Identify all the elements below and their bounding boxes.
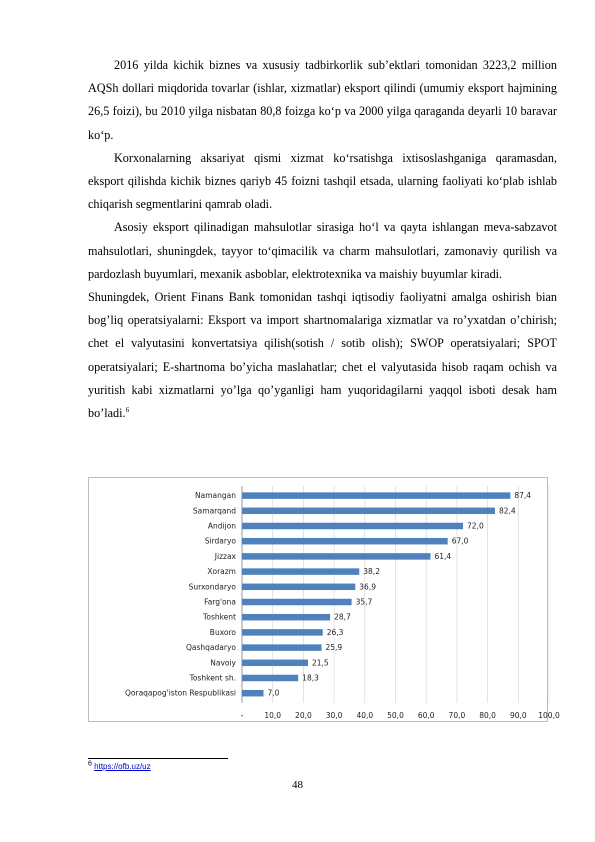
data-label: 38,2 xyxy=(363,567,380,577)
data-label: 26,3 xyxy=(326,627,344,637)
data-label: 7,0 xyxy=(267,688,280,698)
x-tick-label: 80,0 xyxy=(479,710,496,720)
footnote-rule xyxy=(88,758,228,759)
category-label: Andijon xyxy=(207,521,236,531)
category-label: Buxoro xyxy=(209,627,236,637)
bar xyxy=(242,644,322,651)
footnote-link[interactable]: https://ofb.uz/uz xyxy=(94,762,151,771)
x-tick-label: 30,0 xyxy=(325,710,343,720)
data-label: 28,7 xyxy=(334,612,351,622)
footnote xyxy=(88,762,151,771)
data-label: 87,4 xyxy=(514,491,532,501)
category-label: Toshkent xyxy=(203,612,236,622)
bar xyxy=(242,660,308,667)
bar xyxy=(242,629,323,636)
x-tick-label: - xyxy=(240,710,244,720)
body-text xyxy=(88,54,557,425)
category-label: Jizzax xyxy=(214,551,236,561)
data-label: 25,9 xyxy=(325,643,343,653)
data-label: 35,7 xyxy=(355,597,373,607)
paragraph-4-text: Shuningdek, Orient Finans Bank tomonidan tashqi iqtisodiy faoliyatni amalga oshirish bian bog’liq operatsiyalarni: Eksport va import shartnomalariga xizmatlar va ro’yxatdan o’chirish; chet el valyutasini konvertatsiya qilish(sotish / sotib olish); SWOP operatsiyalari; SPOT operatsiyalari; E-shartnoma bo’yicha maslahatlar; chet el valyutasida hisob raqam ochish va yuritish kabi xizmatlarni yo’lga qo’yganligi ham yuqoridagilarni yaqqol isboti desak ham bo’ladi. xyxy=(88,290,557,421)
bar xyxy=(242,690,263,697)
data-label: 61,4 xyxy=(434,551,452,561)
bar xyxy=(242,538,448,545)
category-label: Toshkent sh. xyxy=(189,673,236,683)
category-label: Samarqand xyxy=(192,506,236,516)
bar xyxy=(242,675,298,682)
data-label: 82,4 xyxy=(498,506,516,516)
bar xyxy=(242,553,430,560)
category-label: Farg'ona xyxy=(204,597,236,607)
category-label: Qoraqapog'iston Respublikasi xyxy=(125,688,236,698)
paragraph-2: Korxonalarning aksariyat qismi xizmat ko‘rsatishga ixtisoslashganiga qaramasdan, eksport qilishda kichik biznes qariyb 45 foizni tashqil etsada, ularning faoliyati ko‘plab ishlab chiqarish segmentlarini qamrab oladi. xyxy=(88,150,557,212)
x-tick-label: 10,0 xyxy=(264,710,282,720)
x-tick-label: 20,0 xyxy=(295,710,312,720)
paragraph-3: Asosiy eksport qilinadigan mahsulotlar sirasiga ho‘l va qayta ishlangan meva-sabzavot mahsulotlari, shuningdek, tayyor to‘qimacilik va charm mahsulotlari, zamonaviy qurilish va pardozlash buyumlari, mexanik asboblar, elektrotexnika va maishiy buyumlar kiradi. xyxy=(88,220,557,281)
data-label: 72,0 xyxy=(467,521,484,531)
bar xyxy=(242,492,510,499)
data-label: 67,0 xyxy=(451,536,469,546)
bar xyxy=(242,568,359,575)
category-label: Surxondaryo xyxy=(188,582,236,592)
category-label: Xorazm xyxy=(207,567,236,577)
bar xyxy=(242,508,495,515)
data-label: 18,3 xyxy=(302,673,319,683)
footnote-ref[interactable]: 6 xyxy=(125,405,130,414)
category-label: Qashqadaryo xyxy=(186,643,236,653)
bar xyxy=(242,599,352,606)
export-bar-chart xyxy=(88,477,560,722)
x-tick-label: 100,0 xyxy=(538,710,560,720)
bar xyxy=(242,584,355,591)
category-label: Namangan xyxy=(195,491,236,501)
footnote-number: 6 xyxy=(88,760,92,768)
chart-svg xyxy=(89,478,560,723)
bar xyxy=(242,523,463,530)
x-tick-label: 60,0 xyxy=(417,710,435,720)
data-label: 21,5 xyxy=(312,658,329,668)
paragraph-1: 2016 yilda kichik biznes va xususiy tadbirkorlik sub’ektlari tomonidan 3223,2 million AQSh dollari miqdorida tovarlar (ishlar, xizmatlar) eksport qilindi (umumiy eksport hajmining 26,5 foizi), bu 2010 yilga nisbatan 80,8 foizga ko‘p va 2000 yilga qaraganda deyarli 10 baravar ko‘p. xyxy=(88,58,557,142)
category-label: Navoiy xyxy=(210,658,236,668)
data-label: 36,9 xyxy=(359,582,376,592)
x-tick-label: 50,0 xyxy=(387,710,404,720)
paragraph-4 xyxy=(88,286,557,425)
x-tick-label: 70,0 xyxy=(448,710,466,720)
x-tick-label: 40,0 xyxy=(356,710,374,720)
x-tick-label: 90,0 xyxy=(509,710,527,720)
page-number: 48 xyxy=(292,779,303,791)
bar xyxy=(242,614,330,621)
category-label: Sirdaryo xyxy=(204,536,236,546)
